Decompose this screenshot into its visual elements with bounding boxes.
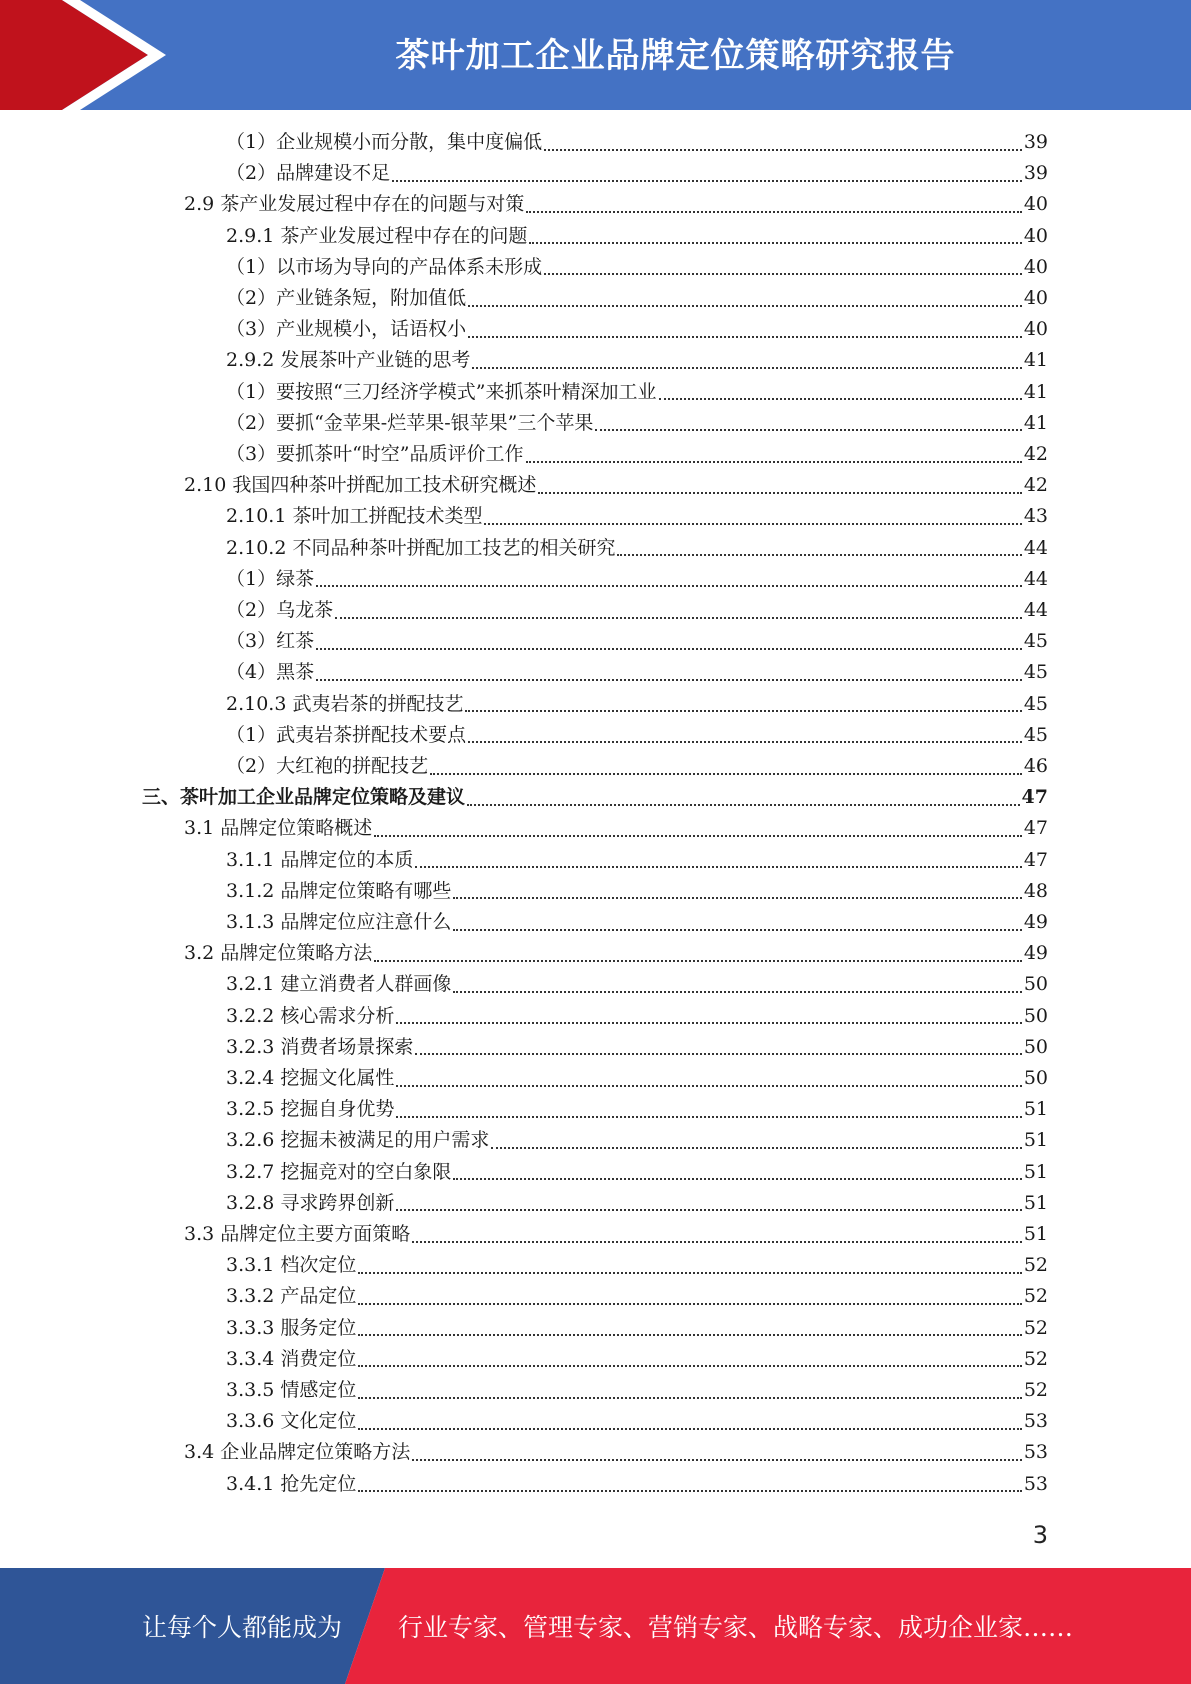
toc-entry-title: 3.2.5 挖掘自身优势 bbox=[226, 1098, 395, 1121]
toc-entry-title: 3.3.5 情感定位 bbox=[226, 1379, 357, 1401]
toc-dot-leader bbox=[659, 398, 1022, 400]
toc-entry-page: 51 bbox=[1023, 1129, 1048, 1152]
toc-entry-title: 2.9.2 发展茶叶产业链的思考 bbox=[226, 349, 471, 372]
toc-entry[interactable] bbox=[226, 1157, 1048, 1188]
toc-entry-page: 41 bbox=[1023, 349, 1048, 372]
toc-entry[interactable] bbox=[226, 907, 1048, 938]
page-header bbox=[0, 0, 1191, 110]
toc-dot-leader bbox=[396, 1116, 1021, 1118]
toc-entry[interactable] bbox=[226, 408, 1048, 439]
toc-entry-page: 40 bbox=[1023, 287, 1048, 309]
toc-dot-leader bbox=[316, 679, 1022, 681]
toc-dot-leader bbox=[412, 1459, 1022, 1461]
toc-dot-leader bbox=[358, 1334, 1021, 1336]
toc-dot-leader bbox=[453, 929, 1021, 931]
toc-entry-title: （4）黑茶 bbox=[226, 661, 315, 684]
toc-entry[interactable] bbox=[226, 1188, 1048, 1219]
toc-entry-page: 53 bbox=[1023, 1441, 1048, 1464]
toc-entry-page: 50 bbox=[1023, 973, 1048, 996]
toc-entry[interactable] bbox=[226, 501, 1048, 532]
toc-entry[interactable] bbox=[226, 720, 1048, 751]
toc-entry[interactable] bbox=[226, 1125, 1048, 1156]
toc-entry-title: 2.10.2 不同品种茶叶拼配加工技艺的相关研究 bbox=[226, 536, 616, 559]
toc-entry-page: 47 bbox=[1021, 786, 1048, 809]
toc-entry-title: （2）品牌建设不足 bbox=[226, 162, 391, 185]
toc-entry-page: 45 bbox=[1023, 661, 1048, 684]
toc-entry[interactable] bbox=[226, 845, 1048, 876]
toc-entry[interactable] bbox=[226, 689, 1048, 720]
toc-entry[interactable] bbox=[226, 1063, 1048, 1094]
toc-dot-leader bbox=[529, 242, 1021, 244]
toc-entry[interactable] bbox=[226, 314, 1048, 345]
toc-entry-title: 3.2 品牌定位策略方法 bbox=[184, 942, 373, 965]
toc-dot-leader bbox=[392, 180, 1022, 182]
toc-dot-leader bbox=[396, 1022, 1021, 1024]
toc-entry-title: 3.2.8 寻求跨界创新 bbox=[226, 1191, 395, 1214]
toc-entry-title: 3.3.1 档次定位 bbox=[226, 1254, 357, 1277]
toc-entry-page: 40 bbox=[1023, 318, 1048, 341]
toc-entry-title: （3）产业规模小，话语权小 bbox=[226, 318, 467, 341]
toc-entry-title: 3.2.4 挖掘文化属性 bbox=[226, 1067, 395, 1089]
toc-entry-title: （1）企业规模小而分散，集中度偏低 bbox=[226, 131, 543, 153]
toc-entry-page: 43 bbox=[1023, 505, 1048, 528]
toc-entry-page: 47 bbox=[1023, 817, 1048, 840]
toc-dot-leader bbox=[526, 211, 1022, 213]
toc-entry[interactable] bbox=[226, 1001, 1048, 1032]
toc-entry[interactable] bbox=[226, 751, 1048, 782]
toc-entry[interactable] bbox=[226, 439, 1048, 470]
toc-entry-page: 49 bbox=[1023, 942, 1048, 965]
toc-dot-leader bbox=[453, 897, 1021, 899]
toc-dot-leader bbox=[453, 1178, 1021, 1180]
toc-entry-page: 52 bbox=[1023, 1316, 1048, 1339]
toc-entry[interactable] bbox=[226, 252, 1048, 283]
toc-entry[interactable] bbox=[226, 377, 1048, 408]
toc-entry-page: 40 bbox=[1023, 224, 1048, 247]
toc-entry[interactable] bbox=[226, 626, 1048, 657]
toc-entry-page: 45 bbox=[1023, 723, 1048, 746]
toc-dot-leader bbox=[374, 960, 1022, 962]
toc-entry[interactable] bbox=[226, 969, 1048, 1000]
toc-entry-page: 51 bbox=[1023, 1098, 1048, 1121]
toc-entry-title: （3）红茶 bbox=[226, 630, 315, 653]
toc-entry[interactable] bbox=[184, 938, 1048, 969]
toc-entry[interactable] bbox=[226, 345, 1048, 376]
toc-entry[interactable] bbox=[184, 189, 1048, 220]
toc-entry-title: 2.10 我国四种茶叶拼配加工技术研究概述 bbox=[184, 474, 537, 497]
toc-entry[interactable] bbox=[226, 595, 1048, 626]
toc-entry-title: 3.4.1 抢先定位 bbox=[226, 1472, 357, 1495]
toc-entry-page: 49 bbox=[1023, 911, 1048, 933]
toc-entry[interactable] bbox=[226, 221, 1048, 252]
toc-entry-title: （2）乌龙茶 bbox=[226, 599, 334, 621]
toc-dot-leader bbox=[544, 273, 1022, 275]
toc-dot-leader bbox=[467, 804, 1020, 806]
toc-entry-title: （2）要抓“金苹果-烂苹果-银苹果”三个苹果 bbox=[226, 411, 594, 434]
toc-entry-title: 3.2.7 挖掘竞对的空白象限 bbox=[226, 1160, 452, 1183]
toc-entry-title: 2.9 茶产业发展过程中存在的问题与对策 bbox=[184, 193, 525, 216]
toc-entry-page: 50 bbox=[1023, 1004, 1048, 1027]
footer-slogan-right: 行业专家、管理专家、营销专家、战略专家、成功企业家…… bbox=[398, 1613, 1074, 1642]
toc-entry-title: 3.1.1 品牌定位的本质 bbox=[226, 848, 414, 871]
toc-dot-leader bbox=[415, 1053, 1021, 1055]
toc-dot-leader bbox=[538, 492, 1021, 494]
toc-dot-leader bbox=[358, 1272, 1021, 1274]
toc-entry-page: 40 bbox=[1023, 255, 1048, 278]
toc-entry-title: 3.1.2 品牌定位策略有哪些 bbox=[226, 879, 452, 902]
toc-entry-page: 41 bbox=[1023, 380, 1048, 403]
toc-entry-page: 42 bbox=[1023, 443, 1048, 465]
toc-dot-leader bbox=[453, 991, 1021, 993]
toc-entry-title: 3.2.2 核心需求分析 bbox=[226, 1004, 395, 1027]
toc-dot-leader bbox=[617, 554, 1021, 556]
toc-dot-leader bbox=[358, 1428, 1021, 1430]
toc-entry[interactable] bbox=[226, 533, 1048, 564]
toc-dot-leader bbox=[595, 429, 1021, 431]
toc-entry-title: 3.3.2 产品定位 bbox=[226, 1285, 357, 1308]
toc-entry-title: 3.1 品牌定位策略概述 bbox=[184, 817, 373, 840]
toc-entry[interactable] bbox=[226, 1375, 1048, 1406]
toc-entry-page: 52 bbox=[1023, 1379, 1048, 1401]
toc-entry-page: 48 bbox=[1023, 879, 1048, 902]
toc-dot-leader bbox=[358, 1397, 1021, 1399]
toc-dot-leader bbox=[335, 617, 1022, 619]
toc-dot-leader bbox=[544, 149, 1022, 151]
toc-entry-title: 3.2.6 挖掘未被满足的用户需求 bbox=[226, 1129, 490, 1152]
toc-entry[interactable] bbox=[226, 1281, 1048, 1312]
toc-entry-page: 51 bbox=[1023, 1223, 1048, 1245]
toc-entry-page: 50 bbox=[1023, 1067, 1048, 1089]
toc-entry-title: 3.3.3 服务定位 bbox=[226, 1316, 357, 1339]
report-title: 茶叶加工企业品牌定位策略研究报告 bbox=[395, 36, 956, 76]
toc-entry-page: 44 bbox=[1023, 599, 1048, 621]
toc-entry-title: （1）武夷岩茶拼配技术要点 bbox=[226, 723, 467, 746]
toc-entry-page: 45 bbox=[1023, 630, 1048, 653]
toc-entry-page: 52 bbox=[1023, 1254, 1048, 1277]
toc-entry-page: 39 bbox=[1023, 131, 1048, 153]
toc-entry-title: 2.9.1 茶产业发展过程中存在的问题 bbox=[226, 224, 528, 247]
toc-entry-page: 47 bbox=[1023, 848, 1048, 871]
toc-entry-page: 41 bbox=[1023, 411, 1048, 434]
toc-dot-leader bbox=[316, 648, 1022, 650]
toc-dot-leader bbox=[374, 835, 1022, 837]
toc-entry[interactable] bbox=[226, 1313, 1048, 1344]
toc-dot-leader bbox=[472, 367, 1021, 369]
toc-dot-leader bbox=[358, 1303, 1021, 1305]
toc-entry[interactable] bbox=[226, 1344, 1048, 1375]
toc-entry-title: 三、茶叶加工企业品牌定位策略及建议 bbox=[142, 786, 466, 809]
toc-dot-leader bbox=[526, 461, 1022, 463]
toc-entry-title: （2）大红袍的拼配技艺 bbox=[226, 755, 429, 777]
toc-entry[interactable] bbox=[184, 470, 1048, 501]
toc-entry[interactable] bbox=[226, 1469, 1048, 1500]
toc-dot-leader bbox=[415, 866, 1021, 868]
toc-entry[interactable] bbox=[226, 1406, 1048, 1437]
toc-entry[interactable] bbox=[226, 657, 1048, 688]
toc-entry-title: 3.2.1 建立消费者人群画像 bbox=[226, 973, 452, 996]
toc-entry-title: 3.2.3 消费者场景探索 bbox=[226, 1035, 414, 1058]
toc-entry[interactable] bbox=[226, 1032, 1048, 1063]
toc-entry-page: 52 bbox=[1023, 1285, 1048, 1308]
toc-entry-title: （3）要抓茶叶“时空”品质评价工作 bbox=[226, 443, 524, 465]
toc-entry-page: 44 bbox=[1023, 536, 1048, 559]
toc-entry-title: 2.10.3 武夷岩茶的拼配技艺 bbox=[226, 692, 464, 715]
toc-entry-title: （1）要按照“三刀经济学模式”来抓茶叶精深加工业 bbox=[226, 380, 657, 403]
toc-entry-page: 40 bbox=[1023, 193, 1048, 216]
toc-entry-page: 53 bbox=[1023, 1472, 1048, 1495]
page-footer bbox=[0, 1568, 1191, 1684]
toc-entry-title: 2.10.1 茶叶加工拼配技术类型 bbox=[226, 505, 483, 528]
toc-entry-title: 3.3 品牌定位主要方面策略 bbox=[184, 1223, 411, 1245]
toc-entry-title: 3.4 企业品牌定位策略方法 bbox=[184, 1441, 411, 1464]
toc-entry[interactable] bbox=[184, 1219, 1048, 1250]
toc-dot-leader bbox=[396, 1085, 1021, 1087]
toc-entry[interactable] bbox=[226, 1250, 1048, 1281]
toc-dot-leader bbox=[484, 523, 1021, 525]
toc-entry-page: 52 bbox=[1023, 1347, 1048, 1370]
toc-entry-title: 3.1.3 品牌定位应注意什么 bbox=[226, 911, 452, 933]
toc-entry-page: 50 bbox=[1023, 1035, 1048, 1058]
toc-entry-page: 51 bbox=[1023, 1160, 1048, 1183]
toc-dot-leader bbox=[316, 585, 1022, 587]
toc-entry-page: 51 bbox=[1023, 1191, 1048, 1214]
toc-entry[interactable] bbox=[226, 1094, 1048, 1125]
toc-entry-page: 44 bbox=[1023, 567, 1048, 590]
footer-slogan-left: 让每个人都能成为 bbox=[142, 1613, 343, 1642]
toc-entry[interactable] bbox=[184, 813, 1048, 844]
toc-entry-page: 46 bbox=[1023, 755, 1048, 777]
toc-entry[interactable] bbox=[184, 1437, 1048, 1468]
toc-entry-title: （2）产业链条短，附加值低 bbox=[226, 287, 467, 309]
toc-entry[interactable] bbox=[226, 876, 1048, 907]
toc-dot-leader bbox=[358, 1365, 1021, 1367]
toc-dot-leader bbox=[468, 336, 1022, 338]
toc-dot-leader bbox=[465, 710, 1021, 712]
toc-entry[interactable] bbox=[142, 782, 1048, 813]
toc-dot-leader bbox=[430, 773, 1022, 775]
toc-entry-page: 53 bbox=[1023, 1410, 1048, 1433]
toc-entry-page: 45 bbox=[1023, 692, 1048, 715]
toc-entry-title: 3.3.4 消费定位 bbox=[226, 1347, 357, 1370]
toc-entry-page: 42 bbox=[1023, 474, 1048, 497]
toc-entry-page: 39 bbox=[1023, 162, 1048, 185]
toc-entry[interactable] bbox=[226, 127, 1048, 158]
toc-dot-leader bbox=[491, 1147, 1021, 1149]
toc-entry[interactable] bbox=[226, 283, 1048, 314]
toc-dot-leader bbox=[468, 741, 1022, 743]
toc-entry-title: （1）绿茶 bbox=[226, 567, 315, 590]
toc-dot-leader bbox=[412, 1241, 1022, 1243]
toc-entry-title: （1）以市场为导向的产品体系未形成 bbox=[226, 255, 543, 278]
toc-dot-leader bbox=[358, 1490, 1021, 1492]
toc-entry[interactable] bbox=[226, 564, 1048, 595]
toc-dot-leader bbox=[396, 1209, 1021, 1211]
toc-entry[interactable] bbox=[226, 158, 1048, 189]
toc-entry-title: 3.3.6 文化定位 bbox=[226, 1410, 357, 1433]
toc-dot-leader bbox=[468, 305, 1022, 307]
page-number: 3 bbox=[1032, 1521, 1048, 1549]
